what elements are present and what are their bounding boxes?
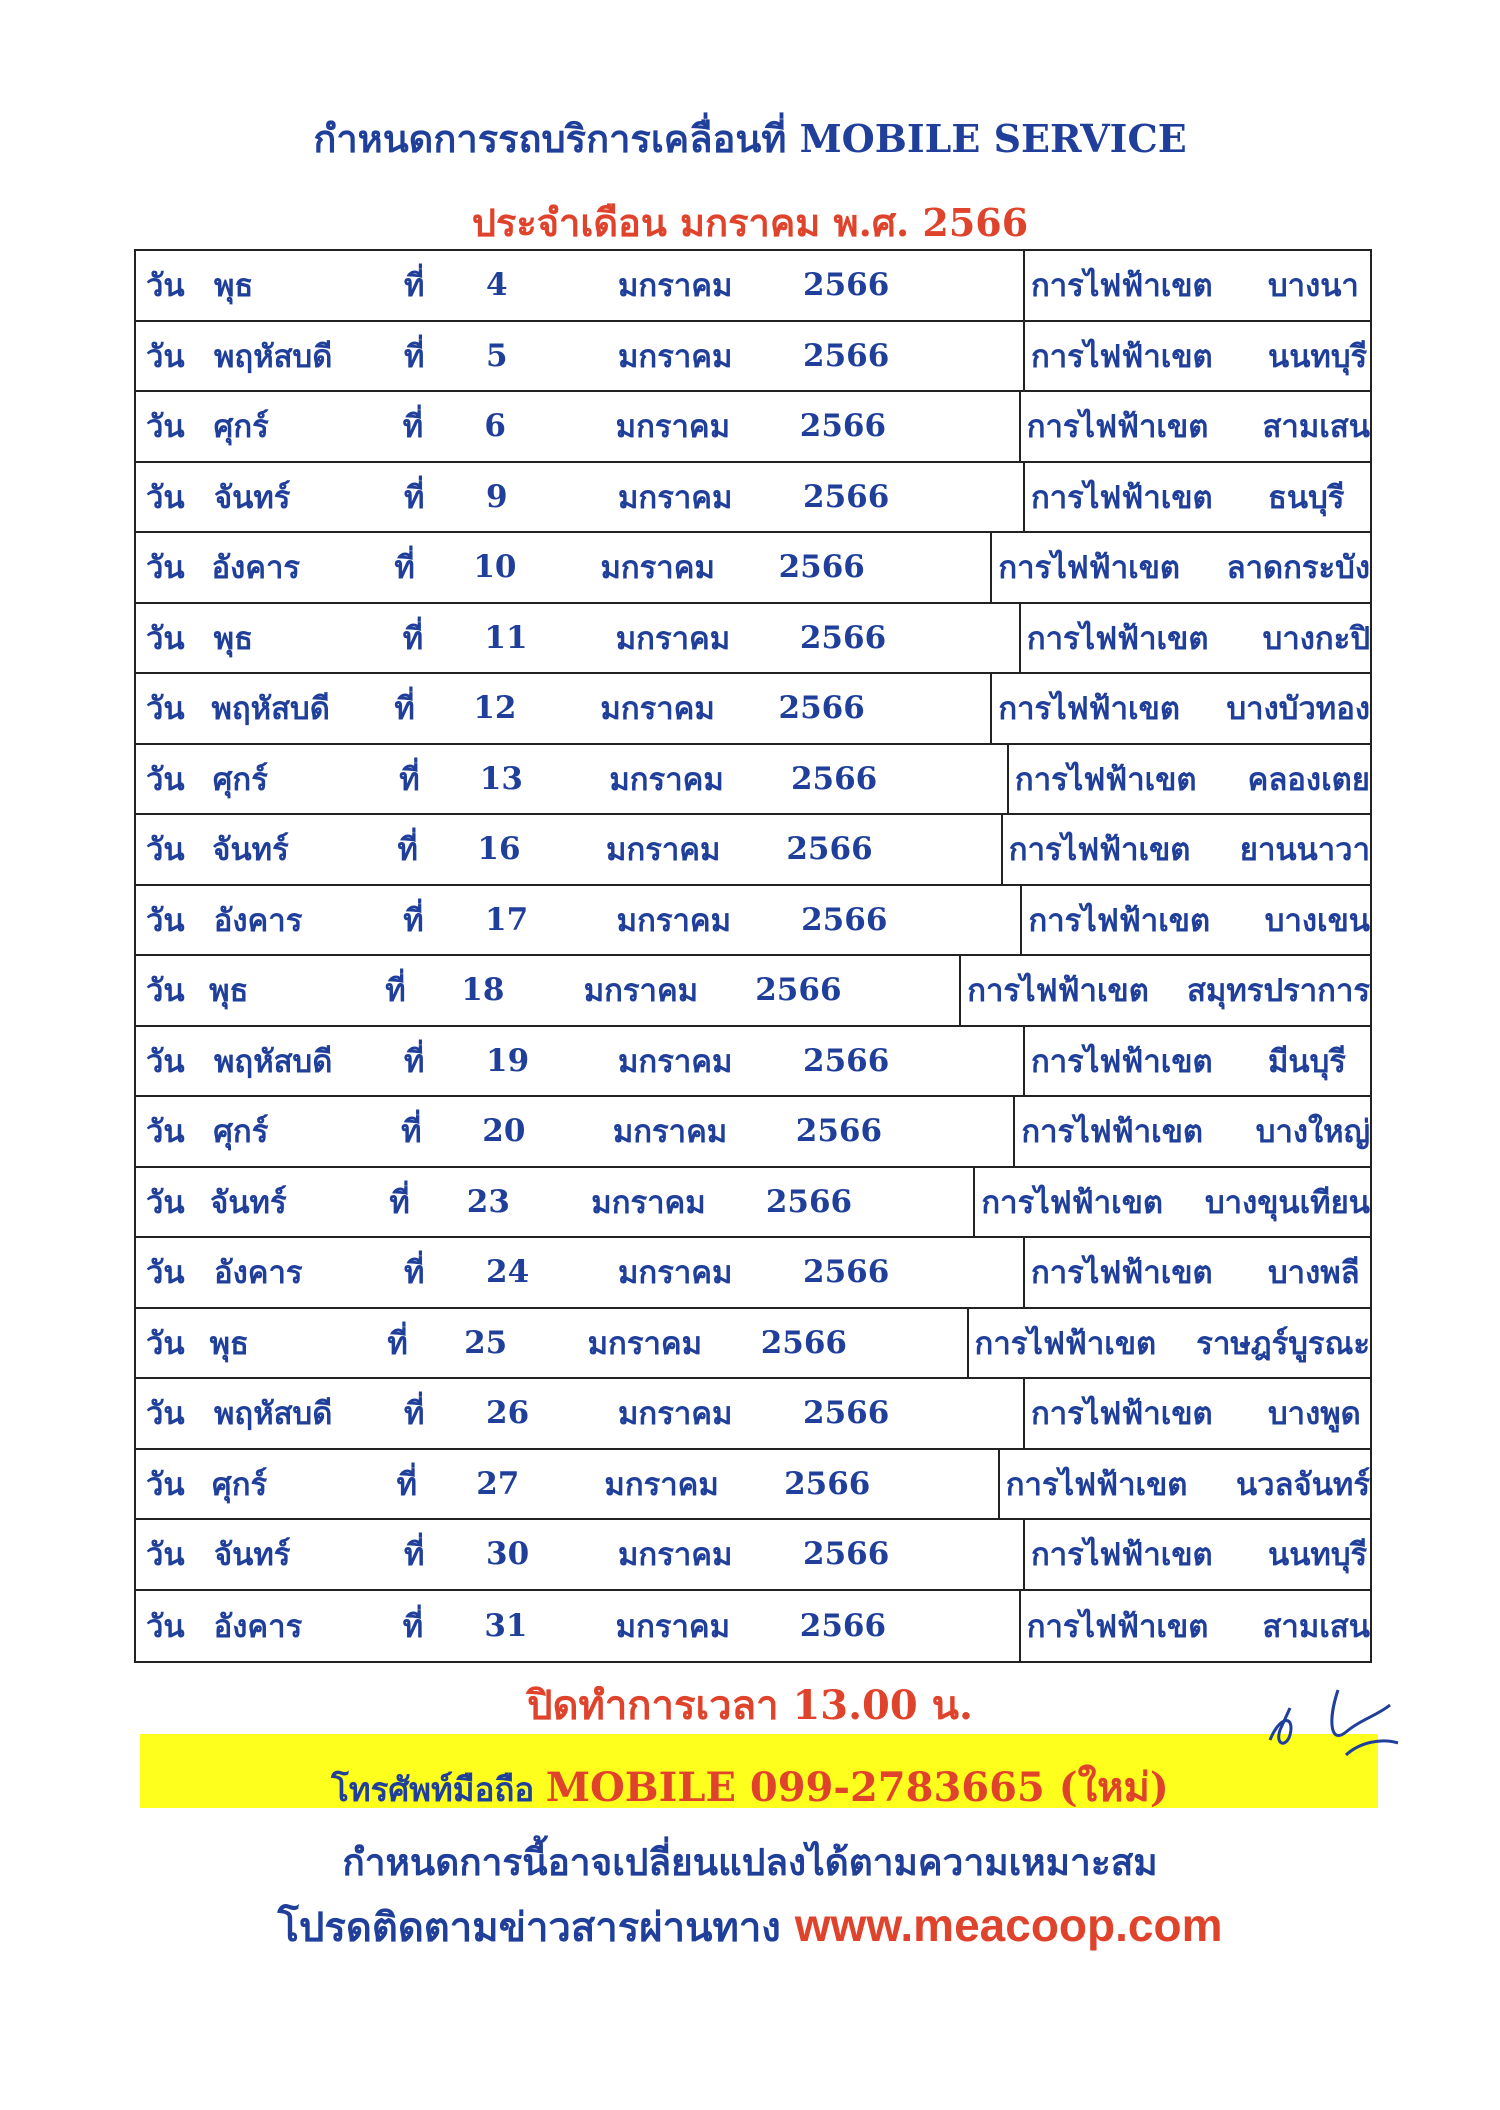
row-wan-label: วัน	[146, 761, 185, 798]
row-weekday: ศุกร์	[212, 1466, 268, 1503]
row-district: สามเสน	[1262, 1608, 1370, 1645]
row-weekday: ศุกร์	[213, 409, 269, 446]
schedule-table	[134, 249, 1372, 1663]
row-weekday: อังคาร	[211, 550, 301, 587]
table-row	[136, 886, 1370, 957]
row-weekday: พฤหัสบดี	[214, 1396, 333, 1433]
row-date: 18	[461, 972, 505, 1009]
follow-text: โปรดติดตามข่าวสารผ่านทาง	[277, 1904, 781, 1951]
row-month: มกราคม	[618, 268, 733, 305]
row-department: การไฟฟ้าเขต	[1019, 604, 1263, 673]
row-date: 9	[486, 478, 508, 515]
row-date: 4	[486, 267, 508, 304]
row-month: มกราคม	[618, 1043, 733, 1080]
row-district: สามเสน	[1262, 409, 1370, 446]
row-year: 2566	[760, 1324, 847, 1361]
table-row	[136, 1097, 1370, 1168]
row-thi-label: ที่	[401, 1114, 422, 1151]
row-department: การไฟฟ้าเขต	[1020, 886, 1264, 955]
row-department: การไฟฟ้าเขต	[1023, 251, 1268, 320]
row-wan-label: วัน	[146, 1043, 185, 1080]
row-date: 13	[479, 760, 523, 797]
row-wan-label: วัน	[146, 550, 185, 587]
signature-icon	[1250, 1620, 1430, 1770]
row-weekday: อังคาร	[213, 1608, 303, 1645]
row-thi-label: ที่	[402, 620, 424, 657]
row-year: 2566	[801, 901, 888, 938]
row-thi-label: ที่	[404, 338, 425, 375]
row-district: นนทบุรี	[1268, 338, 1368, 375]
row-month: มกราคม	[606, 832, 721, 869]
row-weekday: พฤหัสบดี	[214, 1043, 333, 1080]
row-weekday: พุธ	[213, 620, 254, 657]
row-year: 2566	[803, 1536, 890, 1573]
table-row	[136, 1450, 1370, 1521]
row-weekday: พุธ	[214, 268, 254, 305]
row-year: 2566	[803, 1042, 890, 1079]
row-thi-label: ที่	[394, 691, 415, 728]
table-row	[136, 674, 1370, 745]
website-link[interactable]: www.meacoop.com	[794, 1899, 1223, 1951]
table-row	[136, 956, 1370, 1027]
row-year: 2566	[803, 1395, 890, 1432]
table-row	[136, 463, 1370, 534]
row-month: มกราคม	[615, 1608, 731, 1645]
row-department: การไฟฟ้าเขต	[1023, 1520, 1268, 1589]
row-thi-label: ที่	[394, 550, 415, 587]
row-district: ราษฎร์บูรณะ	[1196, 1325, 1370, 1362]
row-year: 2566	[790, 760, 878, 797]
row-thi-label: ที่	[399, 761, 420, 798]
row-district: บางใหญ่	[1255, 1114, 1370, 1151]
row-date: 23	[466, 1183, 510, 1220]
row-wan-label: วัน	[146, 1114, 185, 1151]
row-date: 26	[486, 1395, 530, 1432]
row-department: การไฟฟ้าเขต	[1023, 463, 1268, 532]
table-row	[136, 1027, 1370, 1098]
row-thi-label: ที่	[402, 409, 424, 446]
phone-label: โทรศัพท์มือถือ	[331, 1770, 535, 1809]
row-wan-label: วัน	[146, 268, 185, 305]
row-department: การไฟฟ้าเขต	[1023, 1027, 1268, 1096]
phone-number: MOBILE 099-2783665 (ใหม่)	[545, 1764, 1169, 1811]
row-year: 2566	[786, 831, 873, 868]
row-date: 20	[482, 1113, 526, 1150]
row-month: มกราคม	[618, 1537, 733, 1574]
row-thi-label: ที่	[403, 902, 424, 939]
row-thi-label: ที่	[387, 1325, 408, 1362]
row-month: มกราคม	[600, 691, 715, 728]
row-date: 27	[476, 1465, 520, 1502]
row-wan-label: วัน	[146, 1396, 185, 1433]
row-month: มกราคม	[609, 761, 724, 798]
row-thi-label: ที่	[404, 1255, 425, 1292]
row-department: การไฟฟ้าเขต	[1007, 745, 1248, 814]
follow-line	[0, 1895, 1500, 1959]
row-thi-label: ที่	[385, 973, 406, 1010]
row-wan-label: วัน	[146, 1608, 185, 1645]
row-department: การไฟฟ้าเขต	[990, 674, 1226, 743]
row-month: มกราคม	[618, 1255, 733, 1292]
row-year: 2566	[784, 1465, 871, 1502]
row-weekday: พุธ	[209, 973, 249, 1010]
row-department: การไฟฟ้าเขต	[1023, 1379, 1268, 1448]
table-row	[136, 1238, 1370, 1309]
row-year: 2566	[778, 549, 865, 586]
table-row	[136, 1168, 1370, 1239]
page-subtitle: ประจำเดือน มกราคม พ.ศ. 2566	[471, 200, 1029, 245]
table-row	[136, 815, 1370, 886]
change-notice: กำหนดการนี้อาจเปลี่ยนแปลงได้ตามความเหมาะสม	[342, 1840, 1158, 1884]
row-weekday: พุธ	[209, 1325, 249, 1362]
row-date: 5	[486, 337, 508, 374]
row-year: 2566	[803, 267, 890, 304]
page-title: กำหนดการรถบริการเคลื่อนที่ MOBILE SERVICE	[313, 116, 1187, 161]
row-date: 11	[484, 619, 528, 656]
row-wan-label: วัน	[146, 1466, 185, 1503]
row-year: 2566	[803, 478, 890, 515]
row-wan-label: วัน	[146, 832, 185, 869]
row-department: การไฟฟ้าเขต	[959, 956, 1187, 1025]
row-date: 24	[486, 1254, 530, 1291]
row-wan-label: วัน	[146, 973, 185, 1010]
row-weekday: จันทร์	[214, 1537, 291, 1574]
row-district: ลาดกระบัง	[1226, 550, 1370, 587]
row-weekday: จันทร์	[214, 479, 291, 516]
row-thi-label: ที่	[404, 1043, 425, 1080]
row-wan-label: วัน	[146, 620, 185, 657]
row-weekday: ศุกร์	[213, 1114, 269, 1151]
row-thi-label: ที่	[389, 1184, 410, 1221]
row-month: มกราคม	[600, 550, 715, 587]
row-date: 6	[484, 408, 506, 445]
row-department: การไฟฟ้าเขต	[1023, 322, 1268, 391]
row-department: การไฟฟ้าเขต	[973, 1168, 1205, 1237]
row-wan-label: วัน	[146, 691, 185, 728]
row-month: มกราคม	[618, 1396, 733, 1433]
row-weekday: อังคาร	[213, 902, 303, 939]
row-weekday: อังคาร	[214, 1255, 303, 1292]
row-district: บางเขน	[1264, 902, 1370, 939]
row-month: มกราคม	[615, 409, 731, 446]
row-year: 2566	[778, 690, 865, 727]
row-month: มกราคม	[591, 1184, 706, 1221]
row-district: ยานนาวา	[1239, 832, 1370, 869]
row-district: บางขุนเทียน	[1204, 1184, 1370, 1221]
table-row	[136, 1591, 1370, 1662]
row-year: 2566	[799, 408, 887, 445]
row-weekday: พฤหัสบดี	[214, 338, 333, 375]
row-department: การไฟฟ้าเขต	[1019, 392, 1263, 461]
row-department: การไฟฟ้าเขต	[998, 1450, 1236, 1519]
table-row	[136, 392, 1370, 463]
row-district: สมุทรปราการ	[1187, 973, 1371, 1010]
row-department: การไฟฟ้าเขต	[1013, 1097, 1255, 1166]
row-wan-label: วัน	[146, 1255, 185, 1292]
row-month: มกราคม	[604, 1466, 719, 1503]
row-thi-label: ที่	[404, 1537, 425, 1574]
row-weekday: จันทร์	[212, 832, 289, 869]
row-district: บางนา	[1268, 268, 1359, 305]
row-district: นวลจันทร์	[1235, 1466, 1370, 1503]
row-month: มกราคม	[616, 902, 732, 939]
table-row	[136, 1379, 1370, 1450]
row-wan-label: วัน	[146, 409, 185, 446]
table-row	[136, 745, 1370, 816]
table-row	[136, 604, 1370, 675]
row-month: มกราคม	[583, 973, 699, 1010]
row-district: บางกะปิ	[1262, 620, 1370, 657]
row-month: มกราคม	[587, 1325, 703, 1362]
row-year: 2566	[799, 1607, 887, 1644]
table-row	[136, 1309, 1370, 1380]
row-thi-label: ที่	[404, 1396, 425, 1433]
row-department: การไฟฟ้าเขต	[1001, 815, 1240, 884]
row-month: มกราคม	[618, 338, 733, 375]
row-district: ธนบุรี	[1268, 479, 1345, 516]
row-weekday: จันทร์	[210, 1184, 287, 1221]
row-year: 2566	[795, 1113, 883, 1150]
row-department: การไฟฟ้าเขต	[967, 1309, 1197, 1378]
row-department: การไฟฟ้าเขต	[990, 533, 1226, 602]
table-row	[136, 533, 1370, 604]
row-year: 2566	[803, 1254, 890, 1291]
row-district: คลองเตย	[1247, 761, 1370, 798]
row-district: บางพูด	[1268, 1396, 1361, 1433]
row-date: 12	[473, 690, 517, 727]
row-thi-label: ที่	[404, 479, 425, 516]
row-year: 2566	[799, 619, 887, 656]
row-date: 30	[486, 1536, 530, 1573]
row-weekday: พฤหัสบดี	[211, 691, 330, 728]
row-wan-label: วัน	[146, 338, 185, 375]
row-district: มีนบุรี	[1268, 1043, 1346, 1080]
row-wan-label: วัน	[146, 479, 185, 516]
row-wan-label: วัน	[146, 1537, 185, 1574]
row-thi-label: ที่	[397, 832, 418, 869]
row-thi-label: ที่	[404, 268, 425, 305]
row-thi-label: ที่	[402, 1608, 424, 1645]
row-month: มกราคม	[615, 620, 731, 657]
row-month: มกราคม	[618, 479, 733, 516]
table-row	[136, 1520, 1370, 1591]
row-department: การไฟฟ้าเขต	[1023, 1238, 1268, 1307]
table-row	[136, 322, 1370, 393]
row-year: 2566	[755, 972, 842, 1009]
row-district: นนทบุรี	[1268, 1537, 1368, 1574]
row-wan-label: วัน	[146, 1325, 185, 1362]
row-date: 31	[484, 1607, 528, 1644]
row-district: บางพลี	[1268, 1255, 1360, 1292]
row-year: 2566	[803, 337, 890, 374]
closing-time: ปิดทำการเวลา 13.00 น.	[527, 1682, 973, 1729]
row-department: การไฟฟ้าเขต	[1019, 1591, 1263, 1662]
row-wan-label: วัน	[146, 902, 185, 939]
row-month: มกราคม	[612, 1114, 728, 1151]
row-date: 16	[477, 831, 521, 868]
row-weekday: ศุกร์	[212, 761, 268, 798]
row-thi-label: ที่	[396, 1466, 418, 1503]
row-year: 2566	[765, 1183, 853, 1220]
row-date: 17	[485, 901, 529, 938]
row-date: 19	[486, 1042, 530, 1079]
table-row	[136, 251, 1370, 322]
row-district: บางบัวทอง	[1226, 691, 1370, 728]
row-date: 25	[464, 1324, 508, 1361]
row-wan-label: วัน	[146, 1184, 185, 1221]
row-date: 10	[473, 549, 517, 586]
